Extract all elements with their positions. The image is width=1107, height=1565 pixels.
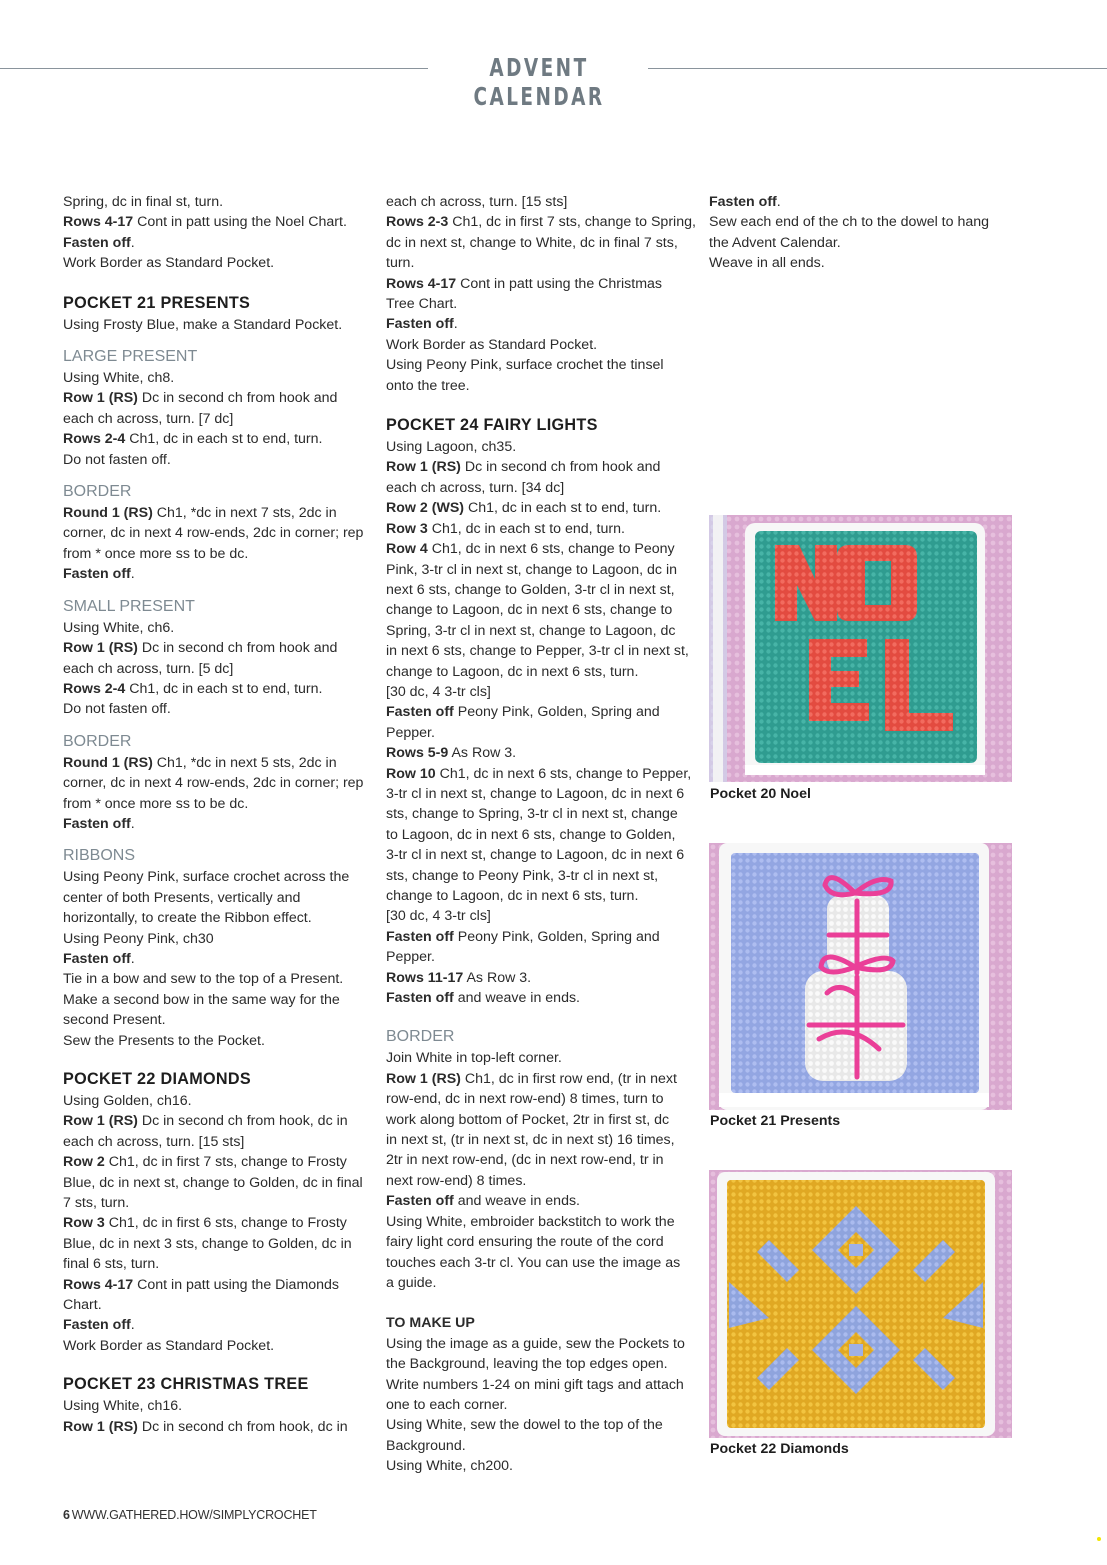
- subsection-heading: LARGE PRESENT: [63, 348, 198, 366]
- text-line: the Background, leaving the top edges open.: [386, 1356, 668, 1373]
- footer-url[interactable]: WWW.GATHERED.HOW/SIMPLYCROCHET: [71, 1508, 317, 1522]
- text-line: Rows 2-4 Ch1, dc in each st to end, turn.: [63, 431, 323, 448]
- photo-pocket-21-presents: [709, 843, 1012, 1110]
- text-line: Fasten off.: [63, 950, 135, 967]
- text-line: Round 1 (RS) Ch1, *dc in next 7 sts, 2dc in: [63, 505, 337, 522]
- subsection-heading: BORDER: [63, 483, 132, 501]
- text-line: corner, dc in next 4 row-ends, 2dc in corner; rep: [63, 525, 364, 542]
- text-line: Using the image as a guide, sew the Pockets to: [386, 1335, 685, 1352]
- text-line: from * once more ss to be dc.: [63, 795, 249, 812]
- text-line: next row-end) 8 times.: [386, 1172, 527, 1189]
- text-line: Pepper.: [386, 724, 435, 741]
- text-line: change to Lagoon, dc in next 6 sts, turn.: [386, 663, 639, 680]
- text-line: Do not fasten off.: [63, 451, 171, 468]
- text-line: Rows 4-17 Cont in patt using the Noel Chart.: [63, 214, 347, 231]
- column-2: [386, 192, 696, 1477]
- column-1: [63, 192, 368, 1437]
- text-line: 7 sts, turn.: [63, 1195, 130, 1212]
- text-line: a guide.: [386, 1274, 437, 1291]
- section-heading: POCKET 21 PRESENTS: [63, 293, 251, 312]
- text-line: Spring, 3-tr cl in next st, change to Lagoon, dc: [386, 622, 676, 639]
- text-line: Work Border as Standard Pocket.: [63, 1337, 275, 1354]
- noel-pocket-image: [709, 515, 1012, 782]
- subsection-heading: RIBBONS: [63, 847, 136, 865]
- text-line: sts, change to Spring, 3-tr cl in next st, change: [386, 806, 678, 823]
- text-line: 3-tr cl in next st, change to Lagoon, dc in next 6: [386, 847, 685, 864]
- text-line: each ch across, turn. [15 sts]: [386, 194, 568, 210]
- corner-mark: [1097, 1537, 1101, 1541]
- text-line: Rows 11-17 As Row 3.: [386, 969, 532, 986]
- header-rule-left: [0, 68, 428, 69]
- text-line: Rows 2-4 Ch1, dc in each st to end, turn.: [63, 680, 323, 697]
- text-line: final 6 sts, turn.: [63, 1256, 160, 1273]
- text-line: second Present.: [63, 1012, 166, 1029]
- caption-noel: Pocket 20 Noel: [710, 786, 811, 802]
- text-line: Work Border as Standard Pocket.: [386, 336, 598, 353]
- text-line: Join White in top-left corner.: [386, 1050, 562, 1067]
- text-line: [30 dc, 4 3-tr cls]: [386, 908, 491, 925]
- presents-pocket-image: [709, 843, 1012, 1110]
- text-line: Using Frosty Blue, make a Standard Pocket.: [63, 316, 343, 333]
- subsection-heading: BORDER: [63, 732, 132, 750]
- text-line: Fasten off.: [63, 566, 135, 583]
- text-line: in next st, (tr in next st, dc in next st) 16 times,: [386, 1132, 675, 1149]
- text-line: Row 3 Ch1, dc in each st to end, turn.: [386, 520, 625, 537]
- text-line: center of both Presents, vertically and: [63, 889, 301, 906]
- photo-pocket-20-noel: [709, 515, 1012, 782]
- text-line: Using Golden, ch16.: [63, 1093, 192, 1109]
- text-line: corner, dc in next 4 row-ends, 2dc in corner; rep: [63, 775, 364, 792]
- text-line: the Advent Calendar.: [709, 234, 841, 251]
- text-line: 3-tr cl in next st, change to Lagoon, dc in next 6: [386, 785, 685, 802]
- text-line: change to Lagoon, dc in next 6 sts, turn.: [386, 888, 639, 904]
- text-line: Using Peony Pink, ch30: [63, 930, 214, 947]
- text-line: Using White, ch16.: [63, 1398, 183, 1415]
- subsection-heading: SMALL PRESENT: [63, 597, 195, 615]
- text-line: Fasten off.: [63, 815, 135, 832]
- text-line: next 6 sts, change to Golden, 3-tr cl in next st,: [386, 581, 675, 598]
- column-3: [709, 192, 1009, 274]
- text-line: Row 1 (RS) Dc in second ch from hook, dc in: [63, 1113, 348, 1130]
- text-line: Rows 5-9 As Row 3.: [386, 745, 517, 762]
- text-line: Blue, dc in next st, change to Golden, dc in final: [63, 1174, 363, 1191]
- text-line: Row 1 (RS) Dc in second ch from hook and: [63, 640, 338, 657]
- text-line: onto the tree.: [386, 377, 470, 394]
- text-line: Sew each end of the ch to the dowel to hang: [709, 214, 990, 231]
- text-line: Fasten off.: [63, 1317, 135, 1334]
- page-footer: [63, 1508, 317, 1522]
- text-line: Pink, 3-tr cl in next st, change to Lagoon, dc in: [386, 561, 678, 578]
- text-line: Row 2 (WS) Ch1, dc in each st to end, turn.: [386, 500, 662, 517]
- text-line: Using White, ch8.: [63, 370, 175, 387]
- text-line: Rows 4-17 Cont in patt using the Diamonds: [63, 1276, 340, 1293]
- text-line: Fasten off and weave in ends.: [386, 990, 580, 1007]
- text-line: Row 4 Ch1, dc in next 6 sts, change to Peony: [386, 541, 675, 558]
- text-line: Sew the Presents to the Pocket.: [63, 1032, 265, 1049]
- text-line: Fasten off.: [386, 316, 458, 333]
- text-line: Using White, ch6.: [63, 619, 175, 636]
- text-line: Using White, embroider backstitch to work the: [386, 1213, 675, 1230]
- section-heading: TO MAKE UP: [386, 1315, 475, 1332]
- text-line: Blue, dc in next 3 sts, change to Golden, dc in: [63, 1235, 352, 1252]
- text-line: Pepper.: [386, 949, 435, 966]
- caption-diamonds: Pocket 22 Diamonds: [710, 1441, 849, 1457]
- text-line: Round 1 (RS) Ch1, *dc in next 5 sts, 2dc in: [63, 754, 337, 771]
- text-line: work along bottom of Pocket, 2tr in first st, dc: [386, 1111, 670, 1128]
- text-line: Make a second bow in the same way for the: [63, 991, 340, 1008]
- text-line: Row 3 Ch1, dc in first 6 sts, change to Frosty: [63, 1215, 347, 1232]
- header-title: ADVENT CALENDAR: [473, 53, 605, 111]
- text-line: in next 6 sts, change to Pepper, 3-tr cl in next st,: [386, 643, 689, 660]
- text-line: Row 1 (RS) Dc in second ch from hook, dc in: [63, 1418, 348, 1435]
- text-line: Using White, sew the dowel to the top of the: [386, 1417, 663, 1434]
- text-line: Fasten off Peony Pink, Golden, Spring and: [386, 928, 660, 945]
- text-line: Using Peony Pink, surface crochet across the: [63, 869, 350, 886]
- text-line: Weave in all ends.: [709, 255, 825, 272]
- text-line: each ch across, turn. [5 dc]: [63, 660, 234, 677]
- text-line: Tie in a bow and sew to the top of a Present.: [63, 971, 344, 988]
- text-line: Rows 4-17 Cont in patt using the Christmas: [386, 275, 663, 292]
- text-line: Write numbers 1-24 on mini gift tags and attach: [386, 1376, 684, 1393]
- section-heading: POCKET 23 CHRISTMAS TREE: [63, 1375, 309, 1394]
- diamonds-pocket-image: [709, 1170, 1012, 1438]
- text-line: Row 1 (RS) Ch1, dc in first row end, (tr in next: [386, 1070, 677, 1087]
- text-line: Chart.: [63, 1297, 102, 1314]
- text-line: [30 dc, 4 3-tr cls]: [386, 683, 491, 700]
- text-line: Row 1 (RS) Dc in second ch from hook and: [386, 459, 661, 476]
- section-heading: POCKET 22 DIAMONDS: [63, 1070, 251, 1088]
- caption-presents: Pocket 21 Presents: [710, 1113, 841, 1129]
- text-line: Using Lagoon, ch35.: [386, 439, 517, 456]
- text-line: Tree Chart.: [386, 296, 458, 313]
- text-line: Background.: [386, 1437, 466, 1454]
- text-line: change to Lagoon, dc in next 6 sts, change to: [386, 602, 673, 619]
- text-line: dc in next st, change to White, dc in final 7 sts,: [386, 234, 678, 251]
- text-line: Fasten off.: [709, 194, 781, 210]
- text-line: turn.: [386, 255, 415, 272]
- text-line: Work Border as Standard Pocket.: [63, 255, 275, 272]
- text-line: each ch across, turn. [15 sts]: [63, 1133, 245, 1150]
- section-heading: POCKET 24 FAIRY LIGHTS: [386, 416, 598, 435]
- photo-pocket-22-diamonds: [709, 1170, 1012, 1438]
- text-line: row-end, dc in next row-end) 8 times, turn to: [386, 1091, 664, 1108]
- text-line: 2tr in next row-end, (dc in next row-end, tr in: [386, 1152, 664, 1169]
- text-line: touches each 3-tr cl. You can use the image as: [386, 1254, 681, 1271]
- text-line: fairy light cord ensuring the route of the cord: [386, 1234, 664, 1251]
- header-rule-right: [648, 68, 1107, 69]
- text-line: Row 2 Ch1, dc in first 7 sts, change to Frosty: [63, 1154, 347, 1171]
- page-number: 6: [63, 1508, 70, 1522]
- text-line: Fasten off.: [63, 234, 135, 251]
- text-line: each ch across, turn. [7 dc]: [63, 410, 234, 427]
- text-line: Row 1 (RS) Dc in second ch from hook and: [63, 390, 338, 407]
- text-line: Do not fasten off.: [63, 701, 171, 718]
- text-line: each ch across, turn. [34 dc]: [386, 479, 565, 496]
- text-line: Using Peony Pink, surface crochet the tinsel: [386, 357, 664, 374]
- text-line: Rows 2-3 Ch1, dc in first 7 sts, change to Spring,: [386, 214, 696, 231]
- text-line: from * once more ss to be dc.: [63, 545, 249, 562]
- subsection-heading: BORDER: [386, 1028, 455, 1046]
- text-line: horizontally, to create the Ribbon effect.: [63, 910, 312, 927]
- text-line: one to each corner.: [386, 1396, 508, 1413]
- text-line: Spring, dc in final st, turn.: [63, 194, 224, 210]
- text-line: Fasten off Peony Pink, Golden, Spring and: [386, 704, 660, 721]
- text-line: to Lagoon, dc in next 6 sts, change to Golden,: [386, 826, 676, 843]
- text-line: sts, change to Peony Pink, 3-tr cl in next st,: [386, 867, 659, 884]
- text-line: Row 10 Ch1, dc in next 6 sts, change to Pepper,: [386, 765, 692, 782]
- text-line: Fasten off and weave in ends.: [386, 1193, 580, 1210]
- text-line: Using White, ch200.: [386, 1458, 513, 1475]
